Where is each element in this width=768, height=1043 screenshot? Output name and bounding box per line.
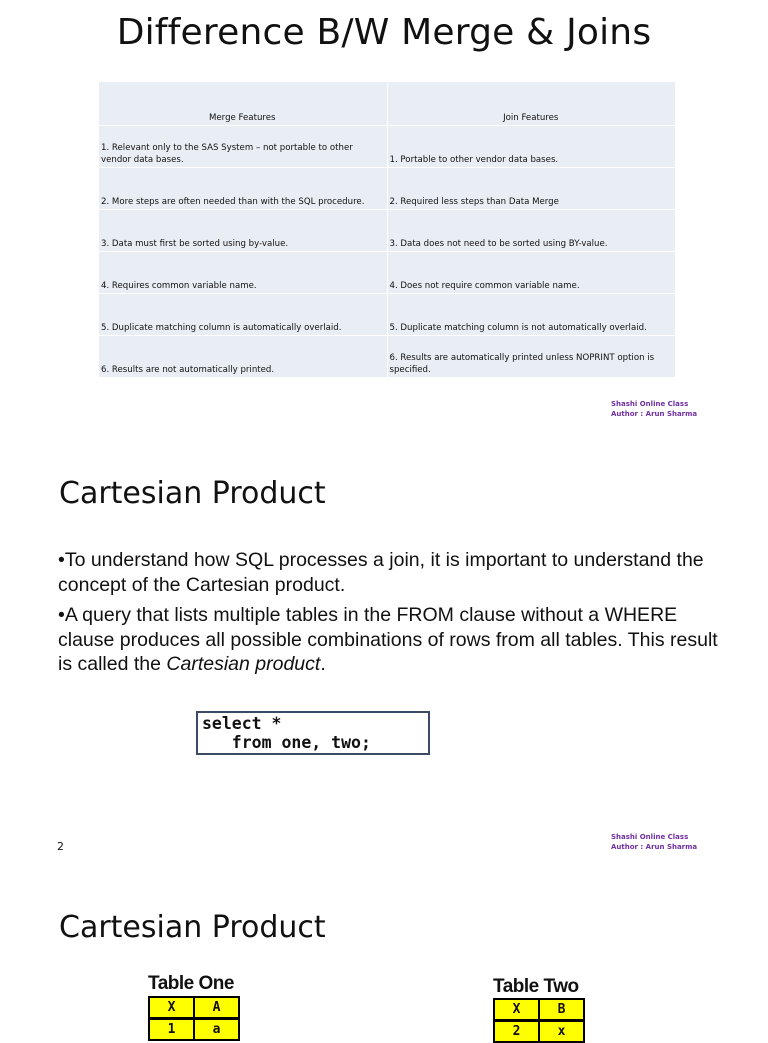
slide-cartesian-product-tables [0,867,768,1039]
table-row [99,336,676,378]
credit-line-author: Author : Arun Sharma [611,410,698,418]
emphasized-term: Cartesian product [166,653,321,675]
column-header: B [539,999,584,1021]
table-row [99,126,676,168]
slide-cartesian-product-intro [0,434,768,867]
bullet-item: •To understand how SQL processes a join, it is important to understand the concept of the Cartesian product. [58,549,704,596]
table-header-row [99,82,676,126]
join-cell: 1. Portable to other vendor data bases. [387,126,676,168]
bullet-text-end: . [320,653,326,675]
merge-cell: 2. More steps are often needed than with the SQL procedure. [99,168,388,210]
table-cell: a [194,1019,239,1041]
bullet-text: •A query that lists multiple tables in the FROM clause without a WHERE clause produces all possible combinations of rows from all tables. This result is called the [58,604,718,675]
merge-cell: 6. Results are not automatically printed. [99,336,388,378]
column-header: A [194,997,239,1019]
column-header-merge: Merge Features [99,82,388,126]
table-header-row [149,997,239,1019]
credit-line-class: Shashi Online Class [611,833,689,841]
join-cell: 5. Duplicate matching column is not automatically overlaid. [387,294,676,336]
table-row [99,168,676,210]
slide-title: Cartesian Product [59,476,326,511]
bullet-list [58,548,718,683]
bullet-item [58,603,718,677]
merge-cell: 5. Duplicate matching column is automatically overlaid. [99,294,388,336]
table-two-title: Table Two [493,976,579,997]
slide-title: Difference B/W Merge & Joins [116,12,652,53]
credit-line-author: Author : Arun Sharma [611,843,698,851]
table-row [99,210,676,252]
join-cell: 2. Required less steps than Data Merge [387,168,676,210]
table-row [99,294,676,336]
table-cell: 1 [149,1019,194,1041]
table-one-title: Table One [148,973,234,994]
table-two [493,998,585,1043]
merge-cell: 1. Relevant only to the SAS System – not portable to other vendor data bases. [99,126,388,168]
join-cell: 4. Does not require common variable name. [387,252,676,294]
merge-cell: 4. Requires common variable name. [99,252,388,294]
author-credit [611,399,697,419]
slide-title: Cartesian Product [59,910,326,945]
table-cell: 2 [494,1021,539,1043]
author-credit [611,832,697,852]
merge-cell: 3. Data must first be sorted using by-value. [99,210,388,252]
table-header-row [494,999,584,1021]
comparison-table [98,81,676,378]
table-row [149,1019,239,1041]
credit-line-class: Shashi Online Class [611,400,689,408]
table-cell: x [539,1021,584,1043]
slide-merge-vs-joins [0,0,768,434]
join-cell: 6. Results are automatically printed unless NOPRINT option is specified. [387,336,676,378]
sql-code-box: select * from one, two; [196,711,430,755]
page-number: 2 [57,840,64,853]
column-header-join: Join Features [387,82,676,126]
column-header: X [149,997,194,1019]
join-cell: 3. Data does not need to be sorted using BY-value. [387,210,676,252]
column-header: X [494,999,539,1021]
table-one [148,996,240,1041]
table-row [99,252,676,294]
